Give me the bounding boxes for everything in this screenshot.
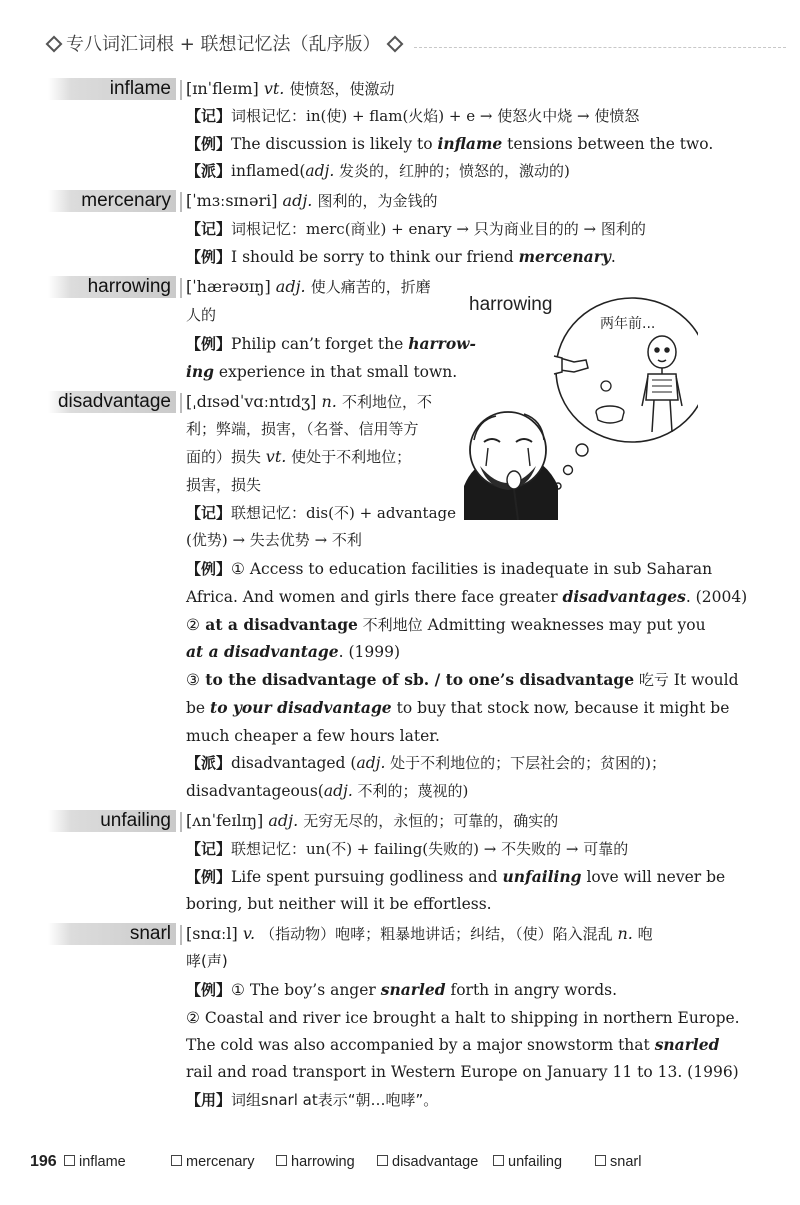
footer-checklist-item[interactable]: unfailing — [493, 1154, 562, 1170]
checkbox-icon[interactable] — [276, 1155, 287, 1166]
entry-definition-cont: 哮(声) — [186, 952, 228, 970]
example-sentence: 【例】Life spent pursuing godliness and unfailing love will never be — [186, 867, 726, 886]
headword-mercenary: mercenary — [48, 190, 176, 212]
entry-definition: [ɪnˈfleɪm] vt. 使愤怒，使激动 — [186, 79, 395, 98]
example-sentence-cont: be to your disadvantage to buy that stock now, because it might be — [186, 698, 730, 717]
entry-definition-cont: 面的）损失 vt. 使处于不利地位； — [186, 447, 412, 466]
derivative-note: 【派】disadvantaged (adj. 处于不利地位的；下层社会的；贫困的)； — [186, 754, 666, 772]
coin-icon — [601, 381, 611, 391]
illustration-label: harrowing — [469, 294, 553, 315]
book-title: 专八词汇词根 + 联想记忆法（乱序版） — [66, 34, 381, 55]
thought-dot — [576, 444, 588, 456]
entry-definition: [ˈhærəʊɪŋ] adj. 使人痛苦的，折磨 — [186, 277, 431, 296]
example-sentence: 【例】① Access to education facilities is inadequate in sub Saharan — [186, 560, 713, 578]
example-sentence: 【例】Philip can’t forget the harrow- — [186, 334, 476, 353]
example-sentence-cont: Africa. And women and girls there face greater disadvantages. (2004) — [186, 587, 748, 606]
example-sentence: 【例】The discussion is likely to inflame tensions between the two. — [186, 134, 714, 153]
example-sentence-cont: The cold was also accompanied by a major snowstorm that snarled — [186, 1035, 720, 1054]
headword-divider — [180, 278, 182, 298]
checkbox-icon[interactable] — [171, 1155, 182, 1166]
entry-definition: [ˈmɜːsɪnəri] adj. 图利的，为金钱的 — [186, 191, 438, 210]
running-header — [46, 30, 401, 56]
example-sentence: 【例】I should be sorry to think our friend mercenary. — [186, 247, 616, 266]
example-sentence-cont: rail and road transport in Western Europe on January 11 to 13. (1996) — [186, 1063, 739, 1081]
page-footer — [30, 1153, 642, 1171]
entry-definition: [snɑːl] v. （指动物）咆哮；粗暴地讲话；纠结，（使）陷入混乱 n. 咆 — [186, 924, 653, 943]
memory-note-cont: (优势) → 失去优势 → 不利 — [186, 531, 362, 549]
headword-inflame: inflame — [48, 78, 176, 100]
derivative-note-cont: disadvantageous(adj. 不利的；蔑视的) — [186, 782, 469, 800]
diamond-icon — [46, 36, 60, 50]
headword-divider — [180, 80, 182, 100]
memory-note: 【记】联想记忆：dis(不) + advantage — [186, 504, 456, 522]
entry-definition-cont: 人的 — [186, 306, 217, 324]
memory-note: 【记】词根记忆：merc(商业) + enary → 只为商业目的的 → 图利的 — [186, 220, 646, 238]
headword-divider — [180, 192, 182, 212]
footer-checklist-item[interactable]: mercenary — [171, 1154, 255, 1170]
checkbox-icon[interactable] — [64, 1155, 75, 1166]
checkbox-icon[interactable] — [595, 1155, 606, 1166]
headword-disadvantage: disadvantage — [48, 391, 176, 413]
example-sentence: ② at a disadvantage 不利地位 Admitting weaknesses may put you — [186, 615, 706, 634]
harrowing-illustration — [462, 290, 698, 520]
example-sentence-cont: at a disadvantage. (1999) — [186, 642, 400, 661]
thought-bubble-text: 两年前... — [600, 316, 656, 332]
headword-divider — [180, 925, 182, 945]
headword-unfailing: unfailing — [48, 810, 176, 832]
example-sentence-cont: boring, but neither will it be effortless. — [186, 895, 492, 913]
header-rule — [414, 47, 786, 48]
derivative-note: 【派】inflamed(adj. 发炎的，红肿的；愤怒的，激动的) — [186, 162, 570, 180]
entry-definition: [ʌnˈfeɪlɪŋ] adj. 无穷无尽的，永恒的；可靠的，确实的 — [186, 811, 559, 830]
headword-harrowing: harrowing — [48, 276, 176, 298]
checkbox-icon[interactable] — [493, 1155, 504, 1166]
checkbox-icon[interactable] — [377, 1155, 388, 1166]
page-number: 196 — [30, 1153, 57, 1170]
thought-dot — [564, 466, 573, 475]
example-sentence: ② Coastal and river ice brought a halt to shipping in northern Europe. — [186, 1009, 740, 1027]
entry-definition-cont: 损害，损失 — [186, 476, 262, 494]
footer-checklist-item[interactable]: harrowing — [276, 1154, 355, 1170]
headword-divider — [180, 393, 182, 413]
example-sentence: 【例】① The boy’s anger snarled forth in angry words. — [186, 980, 618, 999]
headword-snarl: snarl — [48, 923, 176, 945]
example-sentence: ③ to the disadvantage of sb. / to one’s disadvantage 吃亏 It would — [186, 670, 739, 689]
headword-divider — [180, 812, 182, 832]
footer-checklist-item[interactable]: inflame — [64, 1154, 126, 1170]
entry-definition-cont: 利；弊端，损害，（名誉、信用等方 — [186, 420, 419, 438]
entry-definition: [ˌdɪsədˈvɑːntɪdʒ] n. 不利地位，不 — [186, 392, 432, 411]
diamond-icon — [387, 36, 401, 50]
memory-note: 【记】联想记忆：un(不) + failing(失败的) → 不失败的 → 可靠的 — [186, 840, 629, 858]
footer-checklist-item[interactable]: snarl — [595, 1154, 641, 1170]
crying-man-icon — [464, 412, 558, 520]
memory-note: 【记】词根记忆：in(使) + flam(火焰) + e → 使怒火中烧 → 使愤怒 — [186, 107, 640, 125]
example-sentence-cont: ing experience in that small town. — [186, 362, 458, 381]
usage-note: 【用】词组snarl at表示“朝…咆哮”。 — [186, 1091, 439, 1109]
example-sentence-cont: much cheaper a few hours later. — [186, 727, 440, 745]
footer-checklist-item[interactable]: disadvantage — [377, 1154, 478, 1170]
